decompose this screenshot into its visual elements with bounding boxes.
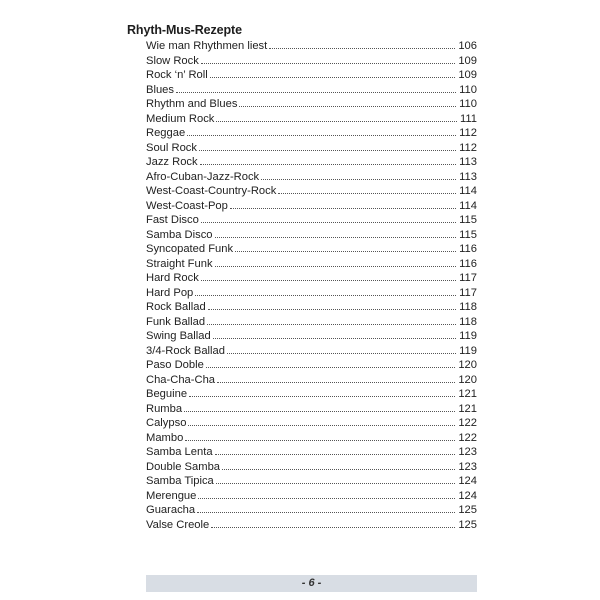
toc-dot-leader [185, 440, 455, 441]
toc-dot-leader [230, 208, 456, 209]
toc-entry-title: Swing Ballad [146, 330, 211, 342]
toc-entry-page: 114 [459, 199, 477, 212]
toc-entry-page: 112 [459, 127, 477, 139]
toc-entry-title: Jazz Rock [146, 156, 198, 168]
toc-entry-title: Slow Rock [146, 54, 199, 67]
toc-entry[interactable] [146, 373, 477, 388]
toc-entry-page: 116 [459, 243, 477, 255]
toc-entry[interactable] [146, 126, 477, 141]
toc-entry[interactable] [146, 286, 477, 301]
toc-dot-leader [201, 63, 455, 64]
toc-entry[interactable] [146, 300, 477, 315]
toc-dot-leader [215, 454, 456, 455]
toc-entry-title: Double Samba [146, 460, 221, 473]
toc-entry-title: Afro-Cuban-Jazz-Rock [146, 170, 260, 183]
toc-entry-title: Rumba [146, 402, 183, 415]
toc-entry-page: 106 [458, 40, 477, 52]
toc-dot-leader [215, 266, 457, 267]
toc-dot-leader [197, 512, 455, 513]
toc-dot-leader [198, 498, 455, 499]
toc-entry-page: 109 [458, 69, 477, 81]
toc-entry-page: 111 [459, 112, 477, 125]
page-footer [146, 575, 477, 592]
toc-entry-title: Reggae [146, 127, 186, 139]
toc-entry-page: 118 [459, 301, 477, 313]
section-heading: Rhyth-Mus-Rezepte [127, 23, 242, 37]
toc-dot-leader [187, 135, 456, 136]
toc-entry-title: West-Coast-Pop [146, 199, 228, 212]
toc-dot-leader [201, 280, 456, 281]
toc-entry-page: 125 [458, 504, 477, 516]
toc-entry-title: Soul Rock [146, 141, 197, 154]
toc-entry[interactable] [146, 271, 477, 286]
toc-entry[interactable] [146, 518, 477, 533]
toc-entry-title: Wie man Rhythmen liest [146, 40, 268, 52]
toc-dot-leader [269, 48, 455, 49]
toc-entry-title: Valse Creole [146, 518, 210, 531]
toc-entry-page: 115 [459, 228, 477, 241]
toc-entry-title: West-Coast-Country-Rock [146, 185, 277, 197]
toc-entry[interactable] [146, 489, 477, 504]
toc-entry[interactable] [146, 141, 477, 156]
toc-entry-title: Fast Disco [146, 214, 199, 226]
toc-entry-page: 115 [459, 214, 477, 226]
toc-dot-leader [200, 164, 457, 165]
toc-dot-leader [199, 150, 456, 151]
toc-entry-title: Paso Doble [146, 359, 204, 371]
toc-dot-leader [227, 353, 456, 354]
toc-entry-title: Cha-Cha-Cha [146, 373, 216, 386]
toc-entry-page: 125 [458, 518, 477, 531]
toc-entry-page: 112 [459, 141, 477, 154]
toc-entry-page: 122 [458, 417, 477, 429]
toc-entry-page: 117 [459, 286, 477, 299]
toc-dot-leader [213, 338, 456, 339]
toc-entry-page: 120 [458, 359, 477, 371]
toc-dot-leader [201, 222, 456, 223]
toc-dot-leader [206, 367, 455, 368]
toc-entry-title: Straight Funk [146, 257, 213, 270]
toc-entry-page: 110 [459, 83, 477, 96]
toc-entry[interactable] [146, 257, 477, 272]
toc-entry-title: Merengue [146, 489, 197, 502]
toc-entry-page: 114 [459, 185, 477, 197]
toc-dot-leader [235, 251, 456, 252]
toc-dot-leader [217, 382, 455, 383]
toc-entry[interactable] [146, 112, 477, 127]
toc-entry-title: Samba Lenta [146, 446, 213, 458]
toc-entry[interactable] [146, 242, 477, 257]
toc-entry-page: 124 [458, 475, 477, 487]
toc-entry[interactable] [146, 83, 477, 98]
toc-entry[interactable] [146, 503, 477, 518]
toc-entry[interactable] [146, 445, 477, 460]
toc-entry[interactable] [146, 460, 477, 475]
toc-dot-leader [176, 92, 456, 93]
toc-dot-leader [216, 483, 456, 484]
toc-entry-page: 123 [458, 446, 477, 458]
toc-dot-leader [239, 106, 456, 107]
toc-entry-page: 109 [458, 54, 477, 67]
toc-entry-page: 116 [459, 257, 477, 270]
toc-dot-leader [278, 193, 456, 194]
table-of-contents [146, 39, 477, 532]
toc-entry-title: Hard Pop [146, 286, 194, 299]
toc-entry[interactable] [146, 431, 477, 446]
toc-entry[interactable] [146, 68, 477, 83]
toc-entry[interactable] [146, 199, 477, 214]
toc-entry-page: 124 [458, 489, 477, 502]
toc-entry-page: 117 [459, 272, 477, 284]
toc-entry[interactable] [146, 329, 477, 344]
toc-entry-page: 119 [459, 330, 477, 342]
toc-entry-title: Medium Rock [146, 112, 215, 125]
toc-entry-page: 122 [458, 431, 477, 444]
toc-entry-page: 110 [459, 98, 477, 110]
toc-entry-title: 3/4-Rock Ballad [146, 344, 225, 357]
toc-entry-page: 121 [458, 402, 477, 415]
toc-entry[interactable] [146, 39, 477, 54]
toc-entry[interactable] [146, 155, 477, 170]
toc-entry-title: Syncopated Funk [146, 243, 234, 255]
toc-entry-page: 121 [458, 388, 477, 400]
toc-dot-leader [222, 469, 455, 470]
toc-dot-leader [215, 237, 457, 238]
toc-entry-page: 113 [459, 156, 477, 168]
toc-entry[interactable] [146, 315, 477, 330]
toc-entry[interactable] [146, 387, 477, 402]
toc-entry-page: 123 [458, 460, 477, 473]
toc-dot-leader [211, 527, 455, 528]
toc-entry-page: 120 [458, 373, 477, 386]
toc-dot-leader [189, 396, 455, 397]
toc-entry-title: Samba Tipica [146, 475, 214, 487]
toc-dot-leader [210, 77, 456, 78]
toc-entry[interactable] [146, 97, 477, 112]
toc-entry-title: Hard Rock [146, 272, 199, 284]
toc-entry[interactable] [146, 358, 477, 373]
toc-dot-leader [188, 425, 455, 426]
toc-entry-title: Blues [146, 83, 174, 96]
toc-entry-page: 113 [459, 170, 477, 183]
toc-entry-title: Funk Ballad [146, 315, 206, 328]
toc-entry-page: 118 [459, 315, 477, 328]
toc-entry-page: 119 [459, 344, 477, 357]
toc-entry-title: Rock Ballad [146, 301, 206, 313]
toc-entry[interactable] [146, 54, 477, 69]
toc-entry[interactable] [146, 184, 477, 199]
toc-entry[interactable] [146, 170, 477, 185]
toc-entry[interactable] [146, 228, 477, 243]
toc-entry-title: Calypso [146, 417, 187, 429]
toc-entry-title: Samba Disco [146, 228, 213, 241]
toc-dot-leader [208, 309, 456, 310]
toc-dot-leader [261, 179, 456, 180]
toc-dot-leader [195, 295, 456, 296]
toc-entry[interactable] [146, 402, 477, 417]
toc-dot-leader [207, 324, 456, 325]
toc-dot-leader [216, 121, 457, 122]
toc-entry[interactable] [146, 474, 477, 489]
toc-entry-title: Rhythm and Blues [146, 98, 238, 110]
toc-entry-title: Beguine [146, 388, 188, 400]
toc-entry-title: Guaracha [146, 504, 196, 516]
toc-entry[interactable] [146, 416, 477, 431]
page-number: - 6 - [301, 577, 322, 589]
toc-entry[interactable] [146, 344, 477, 359]
toc-entry[interactable] [146, 213, 477, 228]
toc-entry-title: Rock ‘n’ Roll [146, 69, 208, 81]
toc-dot-leader [184, 411, 455, 412]
toc-entry-title: Mambo [146, 431, 184, 444]
